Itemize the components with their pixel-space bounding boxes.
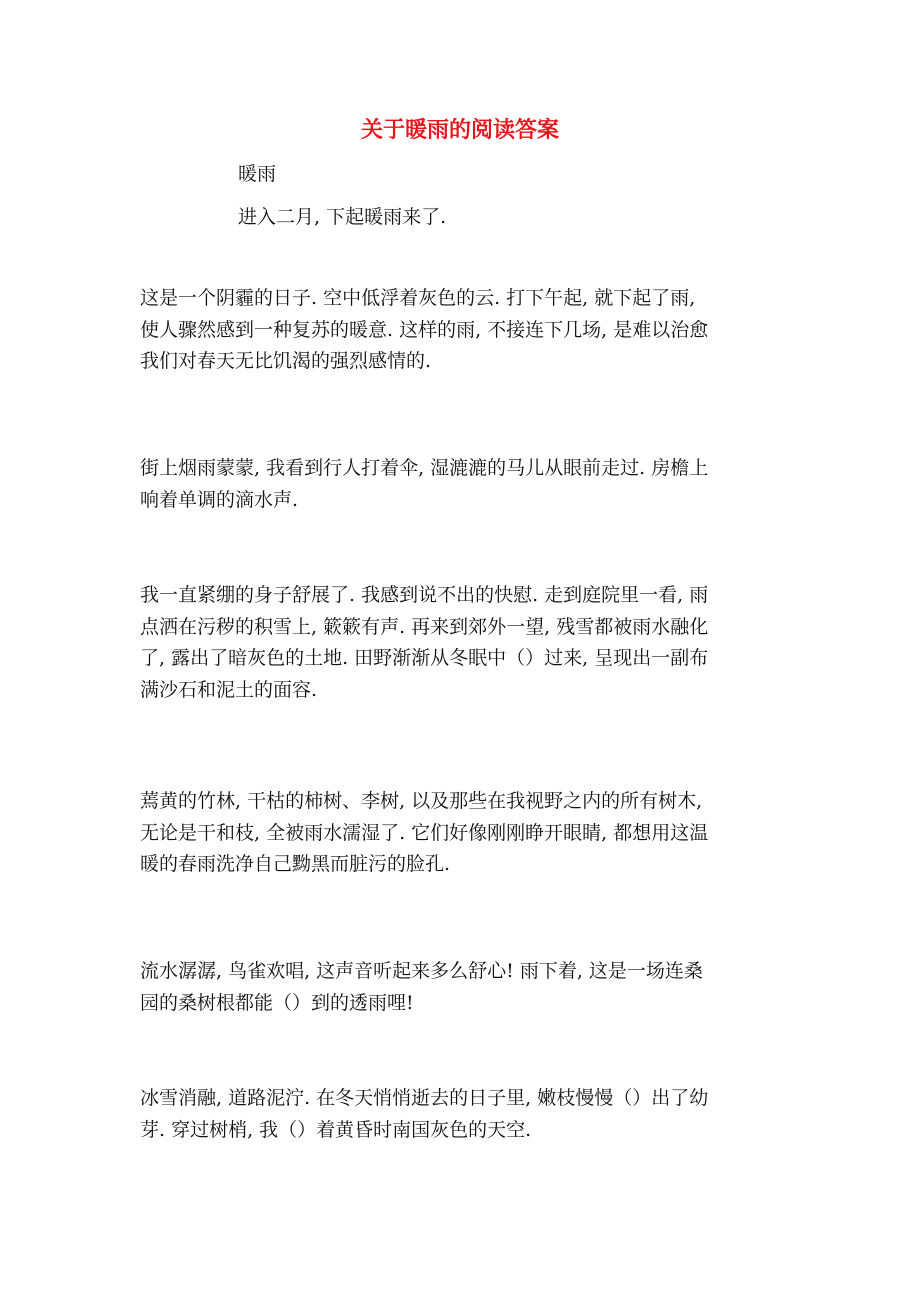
paragraph-6 [140,1083,785,1146]
text-line: 满沙石和泥土的面容. [140,678,318,701]
text-line: 冰雪消融, 道路泥泞. 在冬天悄悄逝去的日子里, 嫩枝慢慢（）出了幼 [140,1087,709,1109]
text-line: 芽. 穿过树梢, 我（）着黄昏时南国灰色的天空. [140,1118,532,1141]
text-line: 园的桑树根都能（）到的透雨哩! [140,991,414,1014]
article-heading: 暖雨 [238,163,277,185]
paragraph-2 [140,453,785,516]
text-line: 点洒在污秽的积雪上, 簌簌有声. 再来到郊外一望, 残雪都被雨水融化 [140,615,709,638]
text-line: 流水潺潺, 鸟雀欢唱, 这声音听起来多么舒心! 雨下着, 这是一场连桑 [140,960,703,982]
text-line: 响着单调的滴水声. [140,488,299,511]
text-line: 这是一个阴霾的日子. 空中低浮着灰色的云. 打下午起, 就下起了雨, [140,287,696,309]
text-line: 蔫黄的竹林, 干枯的柿树、李树, 以及那些在我视野之内的所有树木, [140,790,703,812]
page-title: 关于暖雨的阅读答案 [360,117,559,143]
text-line: 使人骤然感到一种复苏的暖意. 这样的雨, 不接连下几场, 是难以治愈 [140,318,709,341]
text-line: 我们对春天无比饥渴的强烈感情的. [140,350,432,373]
text-line: 暖的春雨洗净自己黝黑而脏污的脸孔. [140,853,451,876]
paragraph-4 [140,786,785,881]
text-line: 我一直紧绷的身子舒展了. 我感到说不出的快慰. 走到庭院里一看, 雨 [140,584,709,606]
text-line: 无论是干和枝, 全被雨水濡湿了. 它们好像刚刚睁开眼睛, 都想用这温 [140,821,709,844]
paragraph-5 [140,956,785,1019]
text-line: 了, 露出了暗灰色的土地. 田野渐渐从冬眠中（）过来, 呈现出一副布 [140,647,709,670]
intro-line: 进入二月, 下起暖雨来了. [238,206,447,228]
paragraph-3 [140,580,785,706]
paragraph-1 [140,283,785,378]
text-line: 街上烟雨蒙蒙, 我看到行人打着伞, 湿漉漉的马儿从眼前走过. 房檐上 [140,457,709,479]
